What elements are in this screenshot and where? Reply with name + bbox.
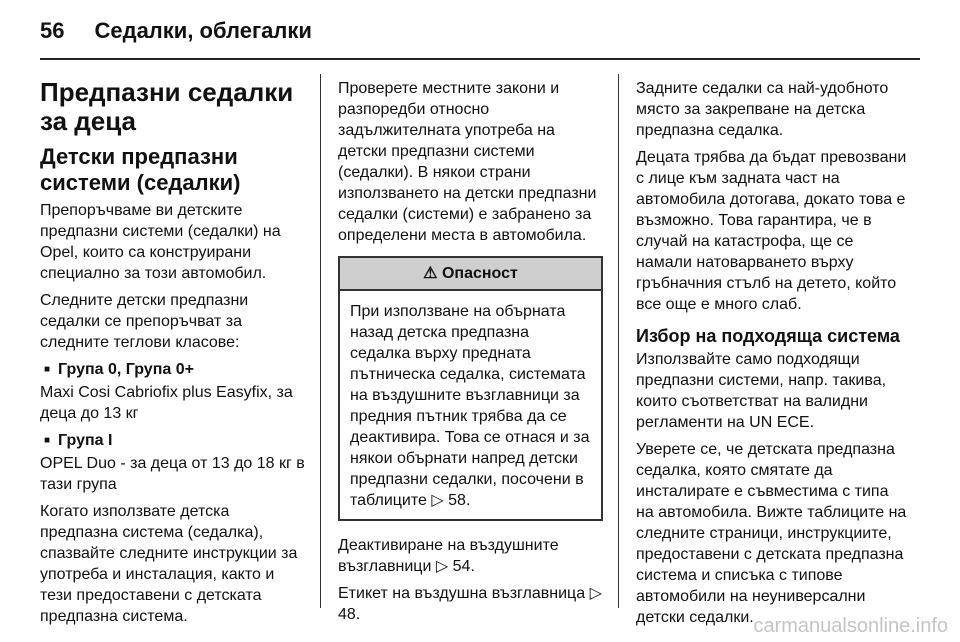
paragraph: Препоръчваме ви детските предпазни системи (седалки) на Opel, които са конструирани специално за този автомобил.	[40, 202, 281, 282]
column-divider	[320, 74, 321, 608]
sub-heading: Детски предпазни системи (седалки)	[40, 144, 241, 195]
page-reference[interactable]: 54.	[452, 558, 475, 575]
page-reference-icon: ▷	[589, 585, 602, 602]
paragraph: Следните детски предпазни седалки се препоръчват за следните теглови класове:	[40, 292, 249, 351]
paragraph: Използвайте само подходящи предпазни системи, напр. такива, които съответстват на валидни регламенти на UN ECE.	[636, 351, 887, 431]
bullet-square-icon: ■	[44, 364, 51, 375]
column-right	[636, 78, 908, 634]
column-middle	[338, 78, 603, 631]
page-header	[40, 18, 312, 44]
group-description: Maxi Cosi Cabriofix plus Easyfix, за деца до 13 кг	[40, 384, 293, 422]
cross-reference	[338, 583, 603, 625]
group-label: Група I	[58, 432, 113, 449]
paragraph: Задните седалки са най-удобното място за закрепване на детска предпазна седалка.	[636, 80, 889, 139]
page-reference-icon: ▷	[431, 492, 444, 509]
warning-triangle-icon: ⚠	[423, 265, 438, 282]
page-reference[interactable]: 58.	[448, 492, 471, 509]
warning-body	[340, 291, 601, 519]
reference-label: Деактивиране на въздушните възглавници	[338, 537, 559, 575]
header-divider	[40, 58, 920, 60]
bullet-square-icon: ■	[44, 435, 51, 446]
column-divider	[618, 74, 619, 608]
warning-title: Опасност	[441, 265, 518, 282]
warning-box	[338, 256, 603, 521]
paragraph: Проверете местните закони и разпоредби относно задължителната употреба на детски предпазни системи (седалки). В някои страни използването на детски предпазни седалки (системи) е забранено за определени места в автомобила.	[338, 80, 597, 244]
section-heading: Избор на подходяща система	[636, 326, 900, 346]
paragraph: Когато използвате детска предпазна система (седалка), спазвайте следните инструкции за употреба и инсталация, както и тези предоставени с детската предпазна система.	[40, 503, 298, 625]
group-label: Група 0, Група 0+	[58, 361, 194, 378]
page-reference-icon: ▷	[435, 558, 449, 575]
section-title: Седалки, облегалки	[94, 18, 312, 43]
paragraph: Уверете се, че детската предпазна седалка, която смятате да инсталирате е съвместима с типа на автомобила. Вижте таблиците на следните страници, инструкциите, предоставени с детската предпазна система и списъка с типове автомобили на неуниверсални детски седалки.	[636, 441, 907, 626]
watermark: carmanualsonline.info	[753, 615, 948, 637]
column-left	[40, 78, 310, 633]
paragraph: Децата трябва да бъдат превозвани с лице към задната част на автомобила дотогава, докато това е възможно. Това гарантира, че в случай на катастрофа, ще се намали натоварването върху гръбначния стълб на детето, който все още е много слаб.	[636, 149, 907, 313]
warning-text: При използване на обърната назад детска предпазна седалка върху предната пътническа седалка, системата на въздушните възглавници за предния пътник трябва да се деактивира. Това се отнася и за някои обърнати напред детски предпазни седалки, посочени в таблиците	[350, 303, 590, 509]
page-number: 56	[40, 18, 65, 43]
warning-header	[340, 258, 601, 291]
list-item	[44, 359, 310, 380]
reference-label: Етикет на въздушна възглавница	[338, 585, 586, 602]
group-description: OPEL Duo - за деца от 13 до 18 кг в тази група	[40, 455, 305, 493]
page-reference[interactable]: 48.	[338, 606, 361, 623]
cross-reference	[338, 535, 603, 577]
main-heading: Предпазни седалки за деца	[40, 77, 294, 136]
list-item	[44, 430, 310, 451]
